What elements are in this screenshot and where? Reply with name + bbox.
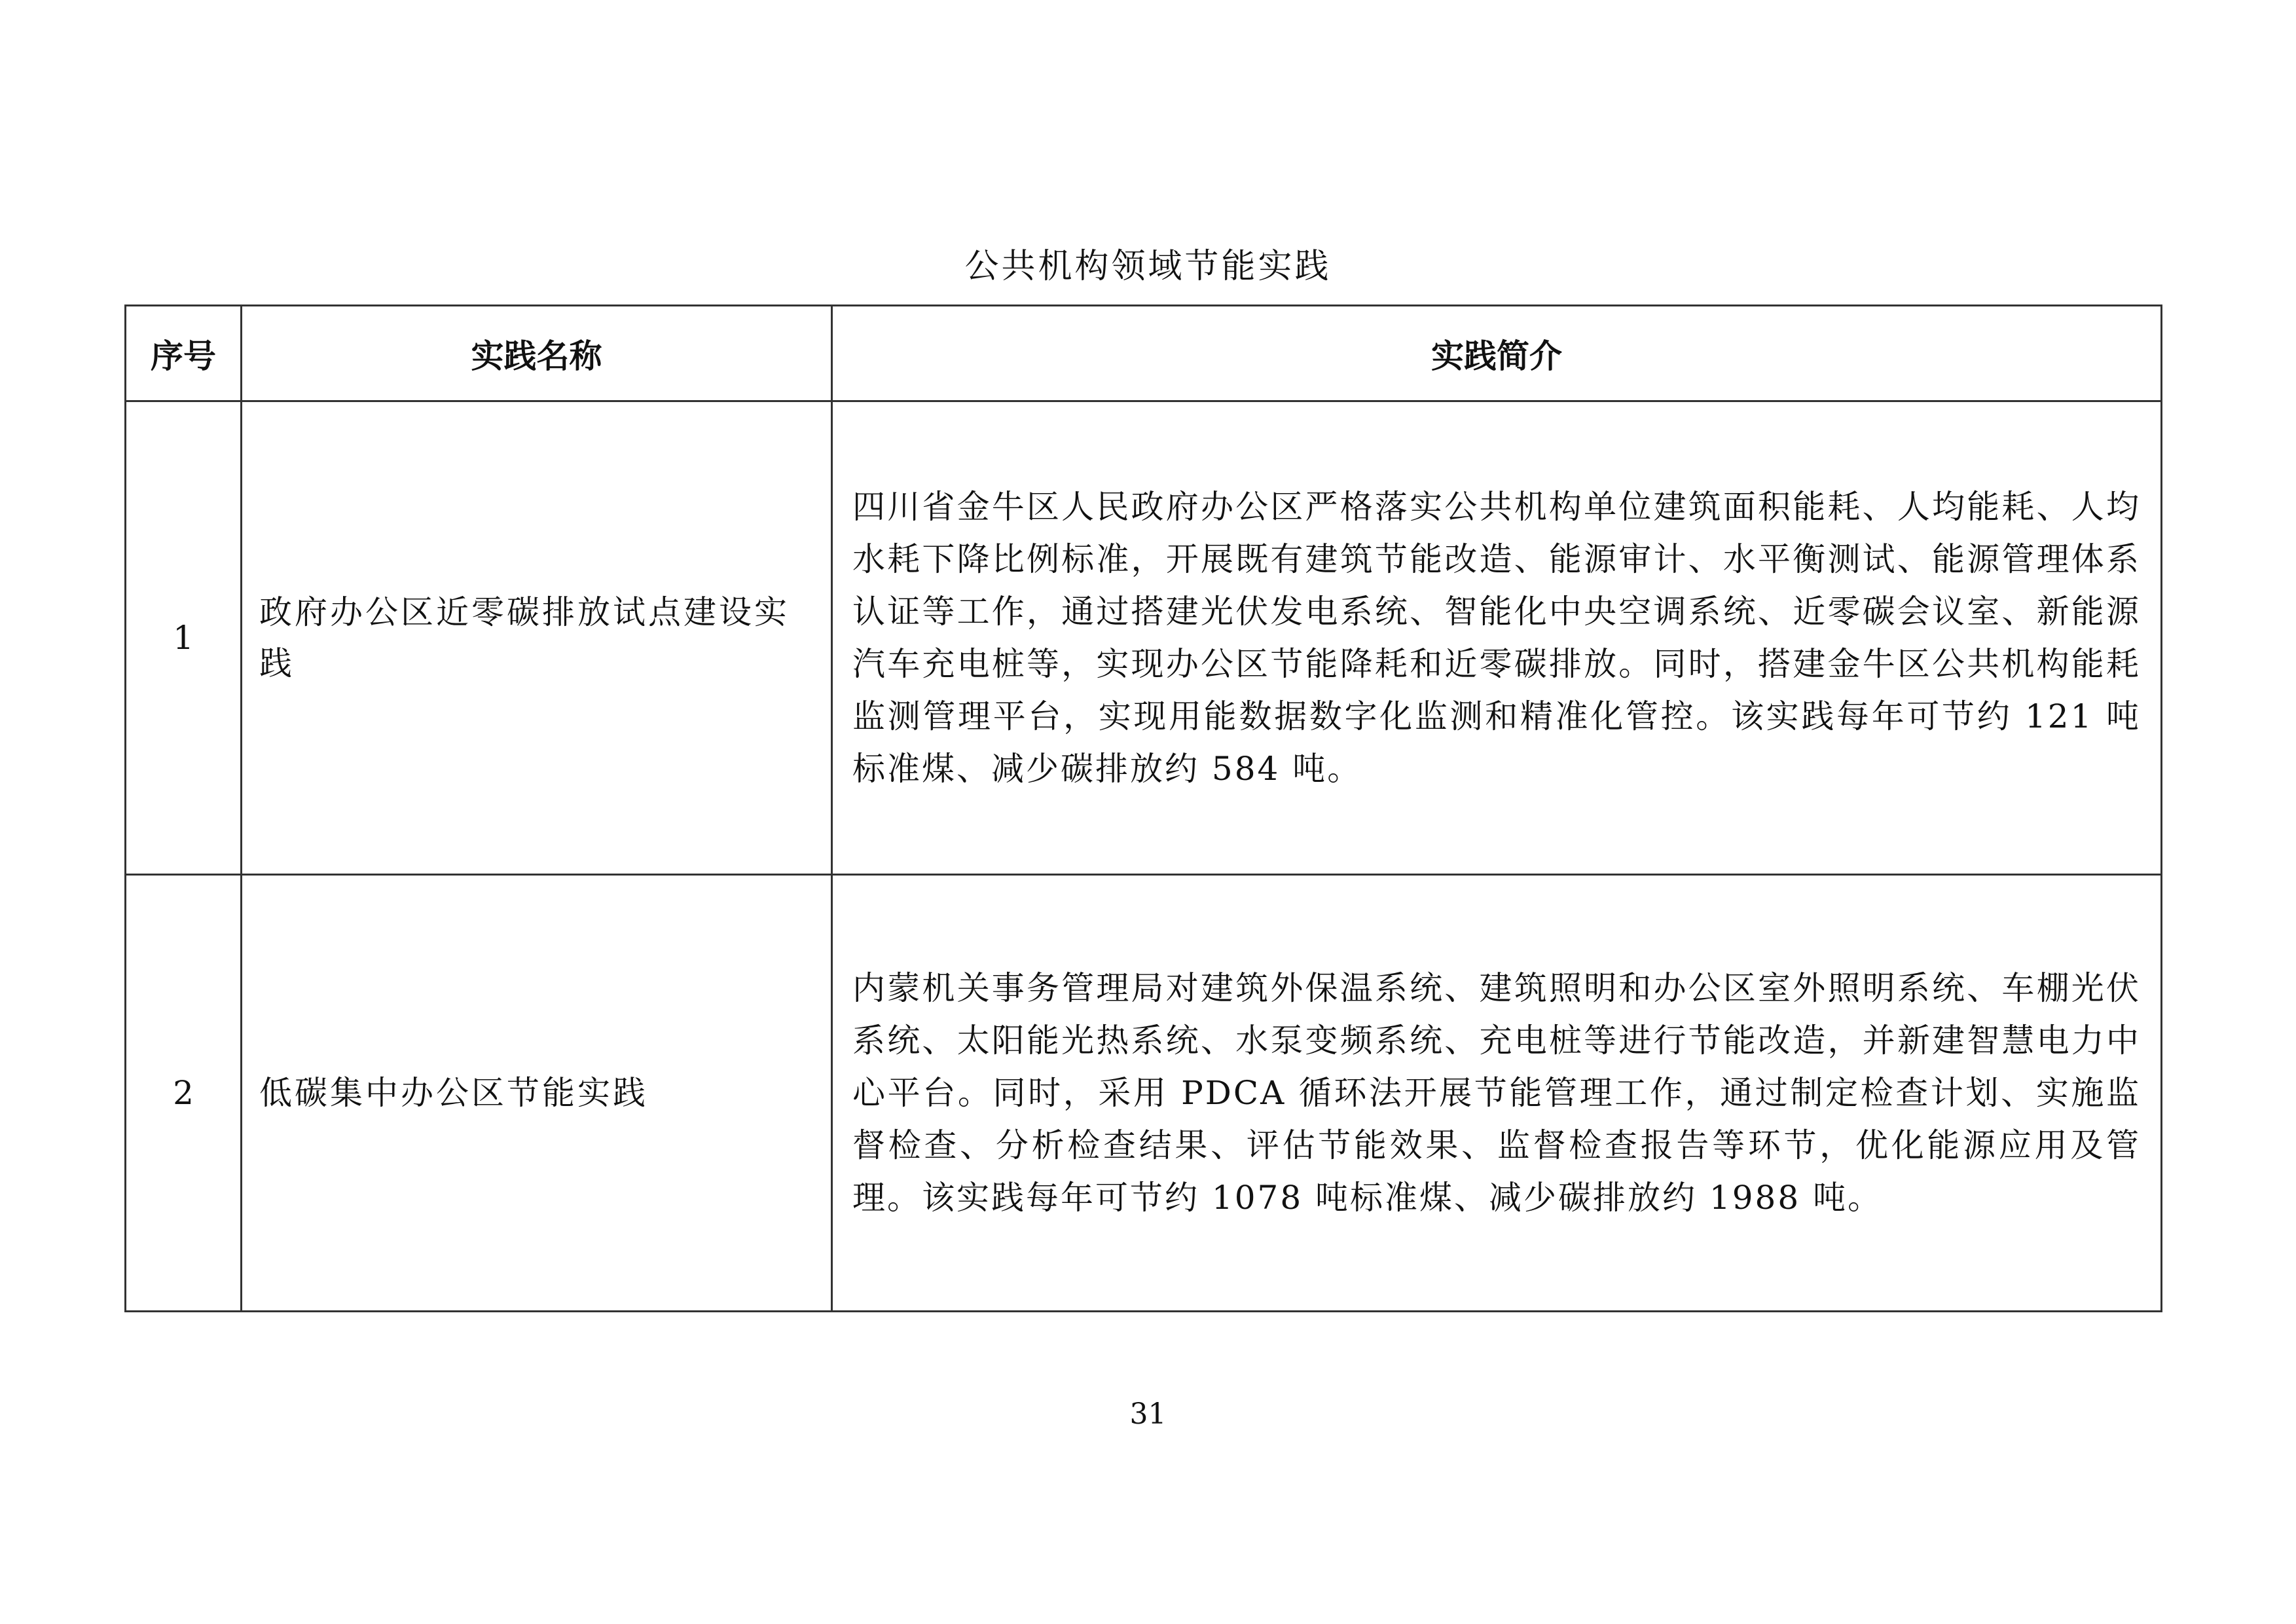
row-description: 内蒙机关事务管理局对建筑外保温系统、建筑照明和办公区室外照明系统、车棚光伏系统、太阳能光热系统、水泵变频系统、充电桩等进行节能改造，并新建智慧电力中心平台。同时，采用 PDCA 循环法开展节能管理工作，通过制定检查计划、实施监督检查、分析检查结果、评估节能效果、监督检查报告等环节，优化能源应用及管理。该实践每年可节约 1078 吨标准煤、减少碳排放约 1988 吨。 (832, 875, 2162, 1312)
row-description: 四川省金牛区人民政府办公区严格落实公共机构单位建筑面积能耗、人均能耗、人均水耗下降比例标准，开展既有建筑节能改造、能源审计、水平衡测试、能源管理体系认证等工作，通过搭建光伏发电系统、智能化中央空调系统、近零碳会议室、新能源汽车充电桩等，实现办公区节能降耗和近零碳排放。同时，搭建金牛区公共机构能耗监测管理平台，实现用能数据数字化监测和精准化管控。该实践每年可节约 121 吨标准煤、减少碳排放约 584 吨。 (832, 401, 2162, 875)
row-seq: 2 (126, 875, 242, 1312)
table-header-row (126, 306, 2162, 401)
table-row (126, 875, 2162, 1312)
header-seq: 序号 (126, 306, 242, 401)
page-number: 31 (1129, 1397, 1167, 1431)
row-seq: 1 (126, 401, 242, 875)
table-row (126, 401, 2162, 875)
header-name: 实践名称 (242, 306, 832, 401)
practice-table (124, 304, 2162, 1312)
row-name: 低碳集中办公区节能实践 (242, 875, 832, 1312)
header-description: 实践简介 (832, 306, 2162, 401)
document-title: 公共机构领域节能实践 (964, 247, 1332, 286)
row-name: 政府办公区近零碳排放试点建设实践 (242, 401, 832, 875)
